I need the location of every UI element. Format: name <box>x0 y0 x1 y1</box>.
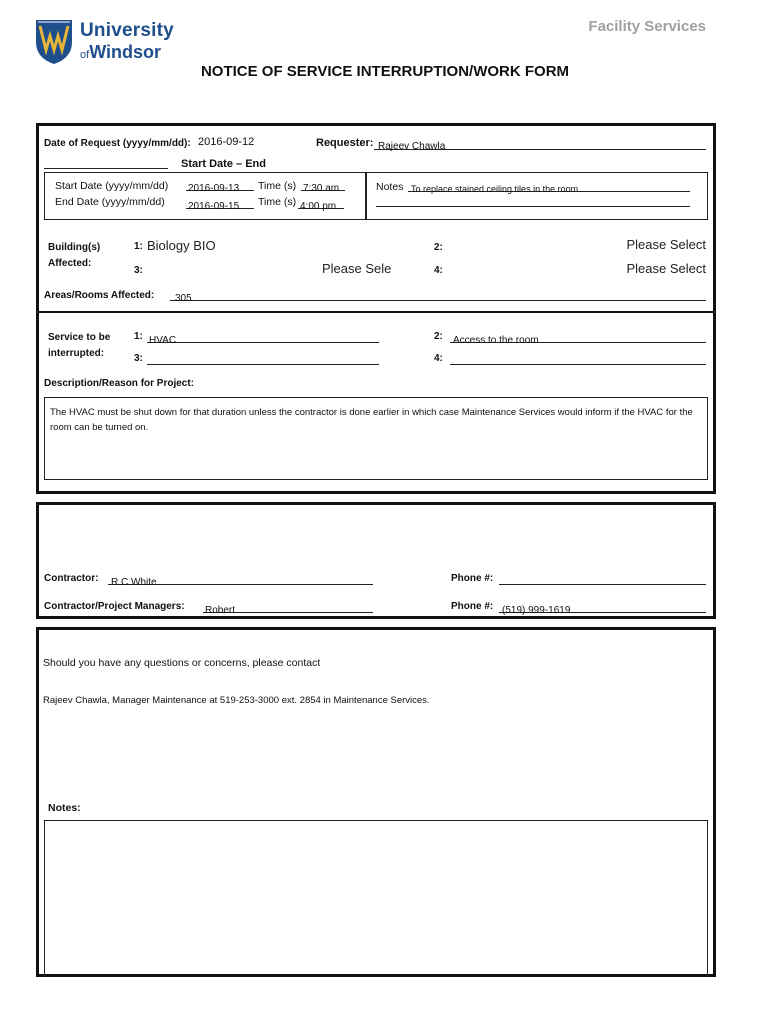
description-label: Description/Reason for Project: <box>44 378 195 389</box>
end-date-value: 2016-09-15 <box>188 201 240 212</box>
dates-divider <box>365 172 367 220</box>
form-title: NOTICE OF SERVICE INTERRUPTION/WORK FORM <box>200 63 570 80</box>
shield-icon <box>34 16 74 66</box>
service-2-number: 2: <box>434 331 443 342</box>
pm-phone-field[interactable] <box>499 600 706 616</box>
notes-textarea[interactable] <box>44 820 708 976</box>
end-time-label: Time (s) <box>258 196 297 208</box>
start-date-field[interactable] <box>186 178 254 194</box>
contractor-phone-label: Phone #: <box>451 573 494 584</box>
university-sub-of: of <box>80 49 90 61</box>
dates-notes-value: To replace stained ceiling tiles in the room. <box>411 184 581 194</box>
date-of-request-label: Date of Request (yyyy/mm/dd): <box>44 138 191 149</box>
service-3-field[interactable] <box>147 352 379 365</box>
end-time-field[interactable] <box>298 196 344 212</box>
building-4-number: 4: <box>434 265 443 276</box>
building-1-number: 1: <box>134 241 143 252</box>
pm-phone-value: (519) 999-1619 <box>502 605 571 616</box>
buildings-label-1: Building(s) <box>48 242 101 253</box>
dates-notes-field[interactable] <box>408 179 690 192</box>
project-managers-label: Contractor/Project Managers: <box>44 601 185 612</box>
start-date-label: Start Date (yyyy/mm/dd) <box>55 180 169 192</box>
end-time-value: 4:00 pm <box>300 201 337 212</box>
date-of-request-value[interactable]: 2016-09-12 <box>198 136 255 148</box>
building-4-select[interactable]: Please Select <box>626 261 706 276</box>
end-date-label: End Date (yyyy/mm/dd) <box>55 196 165 208</box>
service-3-number: 3: <box>134 353 143 364</box>
service-1-field[interactable] <box>147 330 379 346</box>
service-2-value: Access to the room <box>453 335 539 346</box>
service-4-number: 4: <box>434 353 443 364</box>
areas-label: Areas/Rooms Affected: <box>44 290 155 301</box>
building-3-number: 3: <box>134 265 143 276</box>
contractor-phone-field[interactable] <box>499 572 706 585</box>
service-label-2: interrupted: <box>48 348 105 359</box>
service-label-1: Service to be <box>48 332 111 343</box>
project-managers-value: Robert <box>205 605 236 616</box>
building-2-number: 2: <box>434 242 443 253</box>
building-2-select[interactable]: Please Select <box>626 237 706 252</box>
building-3-select[interactable]: Please Sele <box>322 261 392 276</box>
university-logo <box>34 14 174 70</box>
department-name: Facility Services <box>588 18 706 35</box>
start-date-value: 2016-09-13 <box>188 183 240 194</box>
areas-value: 305 <box>175 293 192 304</box>
requester-value: Rajeev Chawla <box>378 141 446 152</box>
description-value: The HVAC must be shut down for that duration unless the contractor is done earlier in which case Maintenance Services would inform if the HVAC for the room can be turned on. <box>50 407 693 433</box>
contractor-label: Contractor: <box>44 573 99 584</box>
service-1-value: HVAC <box>149 335 177 346</box>
requester-label: Requester: <box>316 137 374 149</box>
service-1-number: 1: <box>134 331 143 342</box>
building-1-select[interactable]: Biology BIO <box>147 238 216 253</box>
service-4-field[interactable] <box>450 352 706 365</box>
section-divider <box>39 311 713 313</box>
contractor-value: R C White <box>111 577 157 588</box>
contact-intro: Should you have any questions or concerns, please contact <box>43 657 321 669</box>
start-time-value: 7:30 am <box>303 183 340 194</box>
start-end-label: Start Date – End <box>181 158 266 170</box>
project-managers-field[interactable] <box>203 600 373 616</box>
notes-label: Notes: <box>48 802 81 814</box>
service-2-field[interactable] <box>450 330 706 346</box>
start-time-field[interactable] <box>301 178 345 194</box>
buildings-label-2: Affected: <box>48 258 92 269</box>
end-date-field[interactable] <box>186 196 254 212</box>
pm-phone-label: Phone #: <box>451 601 494 612</box>
dates-notes-line2[interactable] <box>376 196 690 207</box>
areas-field[interactable] <box>170 288 706 304</box>
university-sub-name: Windsor <box>89 42 162 62</box>
dates-notes-label: Notes <box>376 181 404 193</box>
start-time-label: Time (s) <box>258 180 297 192</box>
contact-details[interactable]: Rajeev Chawla, Manager Maintenance at 519-253-3000 ext. 2854 in Maintenance Services. <box>43 695 430 706</box>
requester-field[interactable] <box>374 136 706 150</box>
start-end-underline <box>44 156 168 169</box>
contractor-field[interactable] <box>108 572 373 588</box>
description-textarea[interactable] <box>44 397 708 480</box>
university-name: University <box>80 20 174 41</box>
